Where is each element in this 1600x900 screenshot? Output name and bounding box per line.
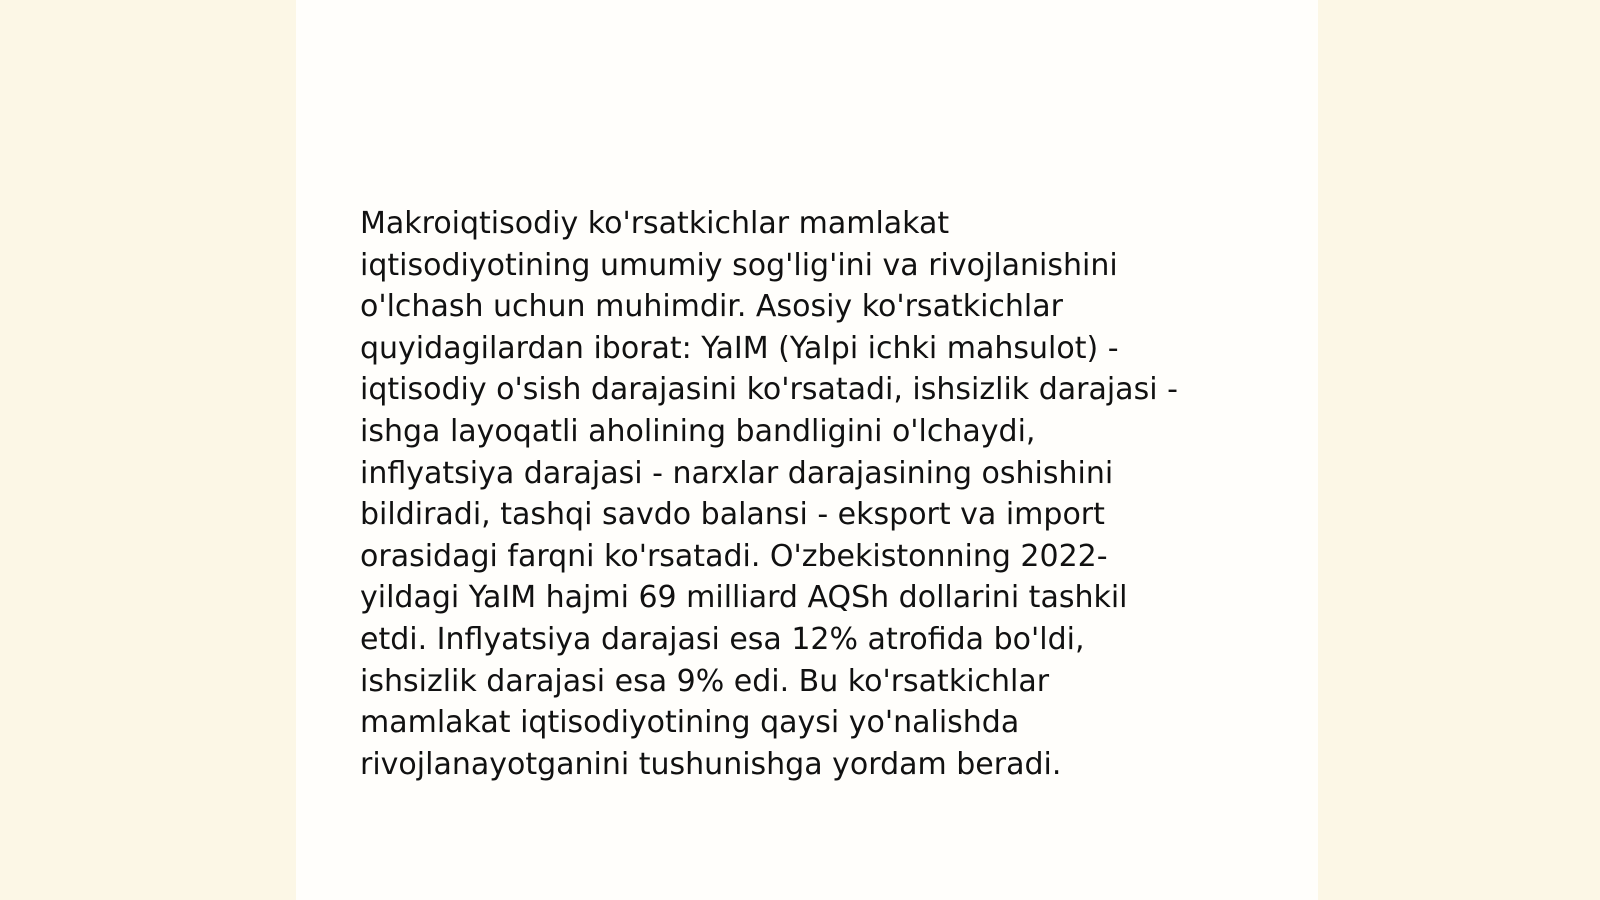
document-page — [296, 0, 1318, 900]
body-paragraph: Makroiqtisodiy ko'rsatkichlar mamlakat iqtisodiyotining umumiy sog'lig'ini va rivojlanishini o'lchash uchun muhimdir. Asosiy ko'rsatkichlar quyidagilardan iborat: YaIM (Yalpi ichki mahsulot) - iqtisodiy o'sish darajasini ko'rsatadi, ishsizlik darajasi - ishga layoqatli aholining bandligini o'lchaydi, inflyatsiya darajasi - narxlar darajasining oshishini bildiradi, tashqi savdo balansi - eksport va import orasidagi farqni ko'rsatadi. O'zbekistonning 2022- yildagi YaIM hajmi 69 milliard AQSh dollarini tashkil etdi. Inflyatsiya darajasi esa 12% atrofida bo'ldi, ishsizlik darajasi esa 9% edi. Bu ko'rsatkichlar mamlakat iqtisodiyotining qaysi yo'nalishda rivojlanayotganini tushunishga yordam beradi. — [360, 206, 1178, 782]
